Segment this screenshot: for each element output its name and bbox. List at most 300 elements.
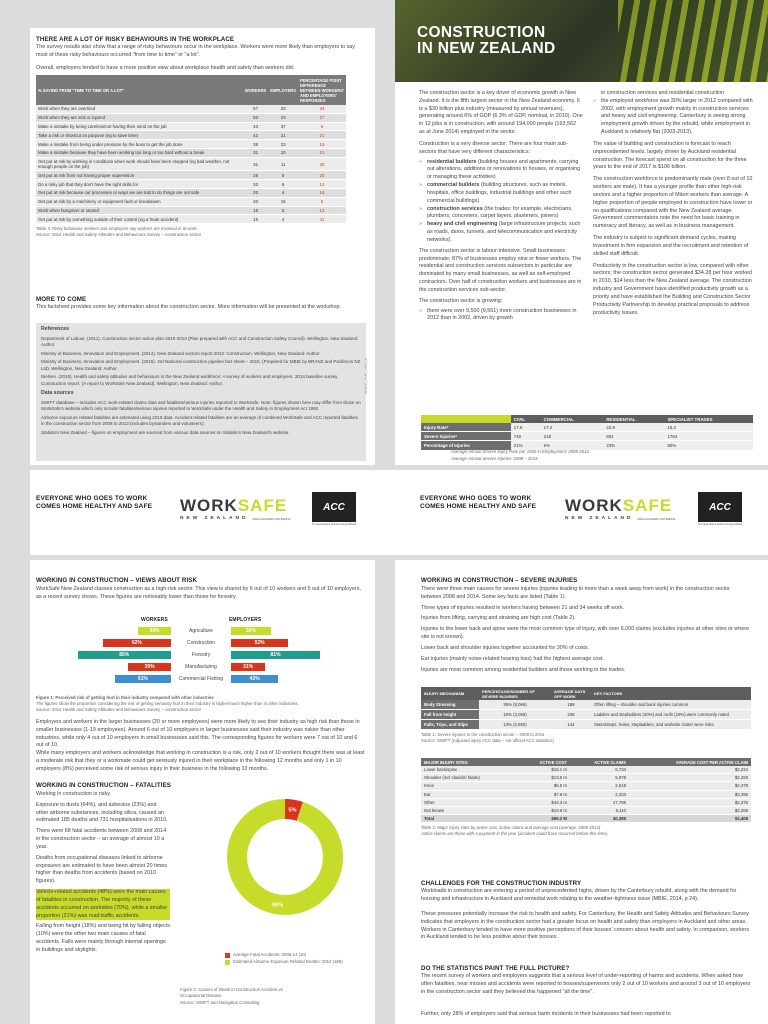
table-row bbox=[36, 215, 346, 224]
subsector-item bbox=[419, 159, 583, 182]
logo-band bbox=[30, 470, 768, 555]
table-cell: 22.9 bbox=[603, 423, 664, 432]
intro-para-1: The construction sector is a key driver of economic growth in New Zealand. It is the fifth largest sector in the New Zealand economy. It is a $30 billion plus industry (measured by annual revenues), generating around 6% of GDP (6.3% of GDP, nominal, in 2010). One in 12 jobs is in construction, with around 194,000 people (193,562 as at June 2014) employed in the sector. bbox=[419, 90, 583, 136]
table-cell: 2,618 bbox=[570, 782, 629, 790]
table-cell: Get put at risk by a machinery or equipment fault or breakdown bbox=[36, 197, 243, 206]
table-cell: $42.3 m bbox=[518, 798, 570, 806]
sites-col-site: MAJOR INJURY SITES bbox=[421, 758, 518, 766]
table-cell: 18 bbox=[243, 206, 268, 215]
acc-logo-text-2: ACC bbox=[709, 501, 731, 513]
intro-para-4: The construction sector is growing: bbox=[419, 297, 503, 304]
table-cell: $3,395 bbox=[629, 790, 751, 798]
table-cell: Lower back/spine bbox=[421, 766, 518, 774]
table-cell: 11 bbox=[268, 157, 298, 171]
bar-employers: 36% bbox=[231, 627, 271, 635]
category-label: Agriculture bbox=[189, 628, 213, 634]
acc-sub-text-2: Te Kaporeihana Āwhina Hunga Whara bbox=[698, 523, 743, 526]
table-cell: $7.9 m bbox=[518, 790, 570, 798]
table-cell: 18.2 bbox=[664, 423, 753, 432]
table-cell: $2,260 bbox=[629, 774, 751, 782]
table-cell: 27 bbox=[298, 113, 346, 122]
severe-para: Injuries from lifting, carrying and straining are high cost (Table 2). bbox=[421, 615, 576, 622]
fig1-caption: Figure 1: Perceived risk of getting hurt in their industry compared with other industries bbox=[36, 695, 214, 700]
table-row bbox=[421, 432, 753, 441]
title-line-1: CONSTRUCTION bbox=[417, 24, 546, 41]
challenges-para-1: Workloads in construction are entering a period of unprecedented highs, driven by the Canterbury rebuild, along with the demand for housing and infrastructure in Auckland and remedial work relating to the weather-tightness issue (MBIE, 2014, p 24). bbox=[421, 888, 737, 902]
title-line-2: IN NEW ZEALAND bbox=[417, 39, 556, 57]
table-cell: 5 bbox=[268, 206, 298, 215]
table-cell: Ladders and stepladders (40%) and roofs (18%) were commonly noted bbox=[591, 710, 751, 720]
injury-sites-table bbox=[421, 758, 751, 823]
hero-banner bbox=[395, 0, 768, 82]
subsector-desc: (the trades: for example, electricians, plumbers, concreters, carpet layers, plasterers, joiners) bbox=[427, 205, 573, 220]
table-cell: Stairs/steps, holes, stepladders, and worksite clutter were risks bbox=[591, 720, 751, 730]
table-row bbox=[36, 197, 346, 206]
risk-table-body bbox=[36, 105, 346, 224]
stats-heading: DO THE STATISTICS PAINT THE FULL PICTURE? bbox=[421, 965, 570, 972]
acc-sub-text: Te Kaporeihana Āwhina Hunga Whara bbox=[312, 523, 357, 526]
risk-intro-1: The survey results also show that a range of risky behaviours occur in the workplace. Workers were more likely than employers to say most of these risky behaviours occurred "from time to time" or "a lot". bbox=[36, 44, 355, 58]
injury-rate-table bbox=[421, 415, 753, 451]
table-cell: $2,288 bbox=[629, 806, 751, 814]
table-row bbox=[421, 766, 751, 774]
reference-item: Ministry of Business, Innovation and Employment. (2015). 3rd National construction pipeline fact sheet – 2015. (Prepared for MBIE by BRANZ and Pacifecon NZ Ltd). Wellington, New Zealand: Author. bbox=[41, 359, 361, 371]
table-row bbox=[36, 206, 346, 215]
intro-column-1 bbox=[419, 90, 583, 323]
document-code: WSNZ_1136_JAN 16 bbox=[364, 358, 368, 395]
table-cell: 37 bbox=[268, 122, 298, 131]
table-cell: Shoulder (incl clavicle/ blade) bbox=[421, 774, 518, 782]
table-cell: Body Stressing bbox=[421, 700, 479, 710]
risk-col-behaviour: % SAYING FROM "TIME TO TIME OR A LOT" bbox=[36, 75, 243, 105]
table-cell: 5 bbox=[298, 197, 346, 206]
fig2-caption: Figure 2: Causes of Death in Construction Accident vs Occupational Disease bbox=[180, 987, 283, 999]
references-list bbox=[41, 336, 361, 388]
worksafe-logo-right bbox=[565, 496, 676, 521]
table-cell: 6% bbox=[541, 441, 604, 450]
subsector-name: residential builders bbox=[427, 158, 477, 165]
sites-col-avg: AVERAGE COST PER ACTIVE CLAIM bbox=[629, 758, 751, 766]
legend-employers: EMPLOYERS bbox=[229, 617, 262, 623]
table-row bbox=[421, 798, 751, 806]
reference-item: Nielsen. (2015). Health and safety attitudes and behaviours in the New Zealand workforce: A survey of workers and employers. 2014 baseline survey. Construction report. (A report to WorkSafe New Zealand). Wellington, New Zealand: Author. bbox=[41, 374, 339, 386]
table-cell: 10 bbox=[268, 148, 298, 157]
table-cell: 21 bbox=[298, 148, 346, 157]
subsector-item bbox=[419, 206, 583, 222]
severe-para: Three types of injuries resulted in workers having between 21 and 34 weeks off work. bbox=[421, 604, 625, 611]
table-cell: 43 bbox=[243, 122, 268, 131]
table-row bbox=[421, 806, 751, 814]
table-cell: 20 bbox=[243, 197, 268, 206]
table-cell: 218 bbox=[541, 432, 604, 441]
more-text: This factsheet provides some key information about the construction sector. More information will be presented at the workshop. bbox=[36, 304, 342, 310]
legend-swatch-red bbox=[225, 953, 230, 958]
table-cell: 13 bbox=[298, 206, 346, 215]
injury-note-1: Average Annual Severe Injury Rate per 1000 in Employment: 2008-2014 bbox=[451, 449, 589, 454]
logo-nz-text: NEW ZEALAND bbox=[180, 516, 249, 521]
risk-table-caption: Table 4: Risky behaviour workers and employers say workers are involved in at work bbox=[36, 226, 197, 232]
table-row bbox=[36, 171, 346, 180]
subsector-name: commercial builders bbox=[427, 182, 480, 189]
table-cell: 5,978 bbox=[570, 774, 629, 782]
table-row bbox=[421, 720, 751, 730]
views-heading: WORKING IN CONSTRUCTION – VIEWS ABOUT RISK bbox=[36, 577, 198, 584]
growth-bullet: » there were over 9,500 (9,561) more construction businesses in 2012 than in 2002, driven by growth bbox=[419, 308, 583, 324]
table-row bbox=[421, 815, 751, 823]
table-cell: 57 bbox=[243, 105, 268, 113]
donut-legend-airborne bbox=[225, 959, 365, 965]
table-cell: Injury Rate* bbox=[421, 423, 511, 432]
mech-source: Source: SWIFT (Adjusted injury ACC data – not official ACC statistics) bbox=[421, 738, 554, 744]
fatalities-para: Working in construction is risky. bbox=[36, 791, 111, 797]
challenges-para-2: These pressures potentially increase the risk to health and safety. For Canterbury, the Health and Safety Attitudes and Behaviours Survey indicates that employers in the construction sector had a greater focus on health and safety than employers in Auckland and other areas. Workers in Canterbury tended to have more positive perceptions of their bosses' concern about health and safety. In comparison, workers in Auckland tended to be less positive about their bosses. bbox=[421, 911, 750, 941]
table-row bbox=[36, 189, 346, 198]
table-cell: 38 bbox=[243, 140, 268, 149]
table-cell: 1764 bbox=[664, 432, 753, 441]
injury-rate-body bbox=[421, 423, 753, 450]
acc-logo-text: ACC bbox=[323, 501, 345, 513]
table-cell: 17,799 bbox=[570, 798, 629, 806]
bar-employers: 31% bbox=[231, 663, 265, 671]
table-row bbox=[36, 180, 346, 189]
table-cell: 21% bbox=[511, 441, 541, 450]
table-row bbox=[421, 423, 753, 432]
table-row bbox=[421, 710, 751, 720]
table-cell: 20 bbox=[298, 171, 346, 180]
bar-employers: 52% bbox=[231, 639, 288, 647]
table-cell: 40,385 bbox=[570, 815, 629, 823]
risk-table-source: Source: 2014 Health and Safety Attitudes and Behaviours Survey – construction sector bbox=[36, 232, 202, 238]
subsector-item bbox=[419, 221, 583, 244]
table-cell: 50% bbox=[664, 441, 753, 450]
table-cell: 50 bbox=[243, 113, 268, 122]
inj-col-residential: RESIDENTIAL bbox=[603, 415, 664, 423]
fig1-note: The figures show the proportion considering the risk of getting seriously hurt in their industry is higher/much higher than in other industries. bbox=[36, 701, 299, 706]
table-cell: $2,479 bbox=[629, 782, 751, 790]
intro-column-2 bbox=[593, 90, 753, 317]
slogan-left: EVERYONE WHO GOES TO WORK COMES HOME HEALTHY AND SAFE bbox=[36, 495, 153, 510]
table-cell: Make a mistake from being under pressure by the boss to get the job done bbox=[36, 140, 243, 149]
table-row bbox=[36, 105, 346, 113]
table-cell: 34 bbox=[298, 105, 346, 113]
table-cell: 236 bbox=[551, 710, 591, 720]
mechanism-table-wrap bbox=[421, 687, 751, 744]
sites-col-claims: ACTIVE CLAIMS bbox=[570, 758, 629, 766]
table-cell: 6 bbox=[268, 180, 298, 189]
table-cell: $13.5 m bbox=[518, 774, 570, 782]
donut-svg bbox=[225, 797, 345, 917]
fatalities-para: There were 68 fatal accidents between 2008 and 2014 in the construction sector – an average of almost 10 a year. bbox=[36, 828, 167, 850]
bar-employers: 43% bbox=[231, 675, 278, 683]
bar-workers: 51% bbox=[115, 675, 171, 683]
risk-intro-2: Overall, employers tended to have a more positive view about workplace health and safety than workers did. bbox=[36, 65, 295, 71]
col2-para-1: The value of building and construction is forecast to reach unprecedented levels, largely driven by Auckland residential construction. The forecast spend on all construction for the three years to the end of 2017 is $106 billion. bbox=[593, 140, 747, 171]
severe-para: Injuries are most common among residential builders and those working in the trades. bbox=[421, 666, 626, 673]
table-cell: Get put at risk by working in conditions when work should have been stopped (eg bad weather, not enough people on the job) bbox=[36, 157, 243, 171]
fatalities-para: Exposure to dusts (64%), and asbestos (23%) and other airborne substances, including silica, caused an estimated 185 deaths and 731 hospitalisations in 2010. bbox=[36, 801, 168, 824]
source-item: SWIFT database – includes ACC work-related claims data and fatalities/serious injuries reported to WorkSafe. Note: figures shown here may differ from those on WorkSafe's website which only include fatalities/serious injuries reported to WorkSafe under the Health and Safety in Employment Act 1992. bbox=[41, 399, 361, 412]
risk-perception-chart bbox=[36, 617, 366, 687]
bar-employers: 81% bbox=[231, 651, 320, 659]
table-cell: Percentage of Injuries bbox=[421, 441, 511, 450]
sources-heading: Data sources bbox=[41, 390, 74, 397]
bar-workers: 85% bbox=[78, 651, 172, 659]
slogan-right: EVERYONE WHO GOES TO WORK COMES HOME HEALTHY AND SAFE bbox=[420, 495, 537, 510]
mech-col-mechanism: INJURY MECHANISM bbox=[421, 687, 479, 700]
table-cell: Falls, Trips, and Slips bbox=[421, 720, 479, 730]
sites-table-body bbox=[421, 766, 751, 823]
workforce-bullet: » the employed workforce was 30% larger in 2012 compared with 2002, with employment growth mainly in construction services and heavy and civil engineering. Canterbury is seeing strong employment growth driven by the rebuild, while employment in Auckland is relatively flat (2003-2013). bbox=[593, 98, 753, 137]
worksafe-logo-left bbox=[180, 496, 291, 521]
table-cell: 11 bbox=[298, 215, 346, 224]
table-cell: 31 bbox=[243, 148, 268, 157]
table-cell: $15.1 m bbox=[518, 766, 570, 774]
category-label: Construction bbox=[186, 640, 216, 646]
table-cell: $10.9 m bbox=[518, 806, 570, 814]
logo-sub-text: MAHI HAUMARU AOTEAROA bbox=[252, 516, 291, 521]
stats-para-2: Further, only 28% of employers said that serious harm incidents in their businesses had been reported to bbox=[421, 1011, 671, 1017]
table-row bbox=[36, 157, 346, 171]
mech-col-days: AVERAGE DAYS OFF WORK bbox=[551, 687, 591, 700]
risk-table-wrap bbox=[36, 75, 346, 238]
table-cell: 6,734 bbox=[570, 766, 629, 774]
logo-safe-text-2: SAFE bbox=[622, 496, 673, 515]
views-para-2: While many employers and workers acknowledge that working in construction is a risk, only 2 out of 10 workers thought there was at least a moderate risk that they or a workmate could get seriously injured in their workplace in the following 12 months and only 1 in 10 employers (8%) perceived some risk of serious injury in their business in the following 12 months. bbox=[36, 750, 365, 772]
table-cell: 15 bbox=[268, 197, 298, 206]
table-cell: Take a risk or shortcut on purpose (eg to save time) bbox=[36, 131, 243, 140]
inj-col-commercial: COMMERCIAL bbox=[541, 415, 604, 423]
table-cell: 23 bbox=[268, 113, 298, 122]
table-cell: 144 bbox=[551, 720, 591, 730]
severe-para: Ear injuries (mainly noise-related hearing loss) had the highest average cost. bbox=[421, 655, 605, 662]
category-label: Manufacturing bbox=[185, 664, 217, 670]
challenges-heading: CHALLENGES FOR THE CONSTRUCTION INDUSTRY bbox=[421, 880, 582, 887]
table-cell: 15 bbox=[243, 215, 268, 224]
logo-safe-text: SAFE bbox=[237, 496, 288, 515]
views-page bbox=[30, 560, 375, 1024]
table-cell: 23% bbox=[603, 441, 664, 450]
severe-para: There were three main causes for severe injuries (injuries leading to more than a week away from work) in the construction sector between 2008 and 2014. Some key facts are listed (Table 1). bbox=[421, 586, 730, 600]
reference-item: Department of Labour. (2011). Construction sector action plan 2010-2013 (Plan prepared with ACC and Construction Safety Council). Wellington, New Zealand: Author. bbox=[41, 335, 359, 348]
table-cell: 17.2 bbox=[541, 423, 604, 432]
bar-workers: 30% bbox=[138, 627, 171, 635]
inj-col-civil: CIVIL bbox=[511, 415, 541, 423]
legend-workers: WORKERS bbox=[141, 617, 168, 623]
logo-sub-text-2: MAHI HAUMARU AOTEAROA bbox=[637, 516, 676, 521]
bar-workers: 62% bbox=[103, 639, 171, 647]
sites-note: Active claims are those with a payment in the year (accident could have occurred before this time). bbox=[421, 831, 609, 837]
table-cell: Get put at risk from not having proper supervision bbox=[36, 171, 243, 180]
category-label: Commercial Fishing bbox=[178, 676, 224, 682]
table-cell: 23 bbox=[268, 105, 298, 113]
injury-mechanism-table bbox=[421, 687, 751, 730]
table-cell: $96.2 M bbox=[518, 815, 570, 823]
references-box bbox=[36, 323, 366, 461]
donut-legend-fatal-label: Average Fatal Accidents: 2008-14 (10) bbox=[233, 952, 307, 957]
table-cell: $2,224 bbox=[629, 766, 751, 774]
table-cell: Do a risky job that they don't have the right skills for bbox=[36, 180, 243, 189]
views-para-1: Employers and workers in the larger businesses (20 or more employees) were more likely to see their industry as high risk than those in smaller businesses (1-19 employees). Around 6 out of 10 employers in larger businesses said their industry was riskier than other industries, while only 4 out of 10 employers in small businesses said this. The corresponding figures for workers were 7 out of 10 and 6 out of 10. bbox=[36, 719, 360, 749]
severe-heading: WORKING IN CONSTRUCTION – SEVERE INJURIES bbox=[421, 577, 578, 584]
col2-para-3: The industry is subject to significant demand cycles, making investment in firm expansion and the recruitment and retention of skilled staff difficult. bbox=[593, 235, 749, 257]
table-cell: 14 bbox=[298, 180, 346, 189]
col2-para-2: The construction workforce is predominantly male (over 8 out of 10 workers are male). It has a younger profile than other high-risk sectors and a higher proportion of Māori workers than average. A higher proportion of people employed in construction have lower or no qualifications compared with the New Zealand average. Government commentators note the need for basic training in numeracy and literacy, as well as in business management. bbox=[593, 176, 753, 230]
table-cell: Work when they are sick or injured bbox=[36, 113, 243, 122]
donut-value-label: 5% bbox=[288, 807, 297, 814]
table-row bbox=[421, 700, 751, 710]
subsector-name: construction services bbox=[427, 205, 483, 212]
table-row bbox=[421, 790, 751, 798]
table-cell: 801 bbox=[603, 432, 664, 441]
table-cell: Fall from height bbox=[421, 710, 479, 720]
reference-item: Ministry of Business, Innovation and Employment. (2014). New Zealand sectors report 2013: Construction. Wellington, New Zealand: Author. bbox=[41, 350, 321, 356]
table-cell: 4 bbox=[268, 189, 298, 198]
table-cell: 5,110 bbox=[570, 806, 629, 814]
subsector-list bbox=[419, 159, 583, 245]
fatalities-para: Deaths from occupational diseases linked to airborne exposures are estimated to have been almost 20 times higher than deaths from accidents (based on 2010 figures). bbox=[36, 854, 167, 885]
views-intro: WorkSafe New Zealand classes construction as a high-risk sector. This view is shared by 6 out of 10 workers and 5 out of 10 employers, as a recent survey shows. These figures are noticeably lower than those for forestry. bbox=[36, 586, 361, 600]
table-cell: Get put at risk because our processes or ways we are told to do things are not safe bbox=[36, 189, 243, 198]
subsector-desc: (building structures, such as motels, hospitals, office buildings, industrial buildings and other such commercial buildings) bbox=[427, 182, 572, 204]
fatalities-para: Falling from height (18%) and being hit by falling objects (10%) were the other two main causes of fatal accidents. Falls were mainly through internal openings in buildings and skylights. bbox=[36, 923, 170, 953]
severe-para: Injuries to the lower back and spine were the most common type of injury, with over 6,000 claims (excludes injuries at other sites or where site is not known). bbox=[421, 626, 749, 641]
table-cell: 31 bbox=[243, 157, 268, 171]
bar-workers: 39% bbox=[128, 663, 171, 671]
table-cell: 13% (2,690) bbox=[479, 720, 551, 730]
table-cell: Make a mistake by being careless/not having their mind on the job bbox=[36, 122, 243, 131]
table-cell: 39% (8,066) bbox=[479, 700, 551, 710]
logo-work-text-2: WORK bbox=[565, 496, 623, 515]
category-label: Forestry bbox=[191, 652, 211, 658]
sites-table-wrap bbox=[421, 758, 751, 837]
table-cell: Make a mistake because they have been working too long or too hard without a break bbox=[36, 148, 243, 157]
table-row bbox=[36, 131, 346, 140]
subsector-item bbox=[419, 182, 583, 205]
injury-note-2: Average Annual Severe Injuries: 2008 – 2014 bbox=[451, 456, 538, 461]
table-cell: 188 bbox=[551, 700, 591, 710]
table-row bbox=[421, 774, 751, 782]
table-cell: 21 bbox=[268, 131, 298, 140]
table-cell: Total bbox=[421, 815, 518, 823]
inj-col-specialist: SPECIALIST TRADES bbox=[664, 415, 753, 423]
donut-legend bbox=[225, 952, 365, 965]
table-cell: 42 bbox=[243, 131, 268, 140]
references-heading: References bbox=[41, 326, 69, 332]
subsector-desc: (large infrastructure projects, such as roads, dams, tunnels, and telecommunication and electricity networks). bbox=[427, 221, 581, 243]
severe-para: Lower back and shoulder injuries together accounted for 30% of costs. bbox=[421, 644, 590, 651]
injury-rate-table-wrap bbox=[421, 415, 753, 451]
table-cell: 15% (3,055) bbox=[479, 710, 551, 720]
table-row bbox=[36, 122, 346, 131]
donut-chart bbox=[225, 797, 345, 917]
inj-col-blank bbox=[421, 415, 511, 423]
table-row bbox=[421, 782, 751, 790]
risk-col-workers: WORKERS bbox=[243, 75, 268, 105]
severe-paragraphs bbox=[421, 586, 751, 677]
table-cell: 2,333 bbox=[570, 790, 629, 798]
fatalities-text bbox=[36, 791, 170, 958]
col2-para-4: Productivity in the construction sector is low, compared with other sectors; the construction sector generated $34.28 per hour worked in 2010, $14 less than the New Zealand average. The construction industry and Government have identified productivity growth as a priority and have established the Building and Construction Sector Productivity Partnership to develop practical proposals to address productivity issues. bbox=[593, 262, 752, 316]
table-cell: Often lifting – shoulder and back injuries common bbox=[591, 700, 751, 710]
table-cell: Ear bbox=[421, 790, 518, 798]
intro-para-2: Construction is a very diverse sector. There are four main sub-sectors that have very different characteristics: bbox=[419, 140, 568, 155]
table-cell: Other bbox=[421, 798, 518, 806]
severe-page bbox=[395, 560, 768, 1024]
table-cell: 17.6 bbox=[511, 423, 541, 432]
risk-page bbox=[30, 28, 375, 465]
donut-value-label: 95% bbox=[271, 902, 283, 909]
table-cell: Work when they are overtired bbox=[36, 105, 243, 113]
more-heading: MORE TO COME bbox=[36, 296, 87, 303]
source-item: Statistics New Zealand – figures on employment are sourced from various data sources on Statistics New Zealand's website. bbox=[41, 429, 290, 435]
mech-caption: Table 1: Severe injuries in the construction sector – 2008 to 2014 bbox=[421, 732, 545, 737]
page-title bbox=[417, 25, 556, 56]
sources-list bbox=[41, 400, 361, 437]
donut-slice-airborne bbox=[237, 809, 333, 905]
col2-continued: in construction services and residential construction bbox=[601, 90, 725, 96]
table-cell: Not known bbox=[421, 806, 518, 814]
risk-col-difference: PERCENTAGE POINT DIFFERENCE BETWEEN WORKERS' AND EMPLOYERS' RESPONSES bbox=[298, 75, 346, 105]
table-cell: 5 bbox=[268, 171, 298, 180]
table-cell: 15 bbox=[298, 140, 346, 149]
table-cell: 25 bbox=[243, 171, 268, 180]
table-cell: 740 bbox=[511, 432, 541, 441]
acc-logo-right bbox=[698, 492, 758, 526]
table-cell: 6 bbox=[298, 122, 346, 131]
subsector-name: heavy and civil engineering bbox=[427, 221, 498, 228]
logo-nz-text-2: NEW ZEALAND bbox=[565, 516, 634, 521]
donut-legend-fatal bbox=[225, 952, 365, 958]
logo-work-text: WORK bbox=[180, 496, 238, 515]
risk-col-employers: EMPLOYERS bbox=[268, 75, 298, 105]
table-row bbox=[36, 113, 346, 122]
mechanism-table-body bbox=[421, 700, 751, 730]
sites-caption: Table 2: Major injury sites by active cost, active claims and average cost (average, 2009-2014) bbox=[421, 825, 601, 831]
table-row bbox=[36, 148, 346, 157]
table-cell: 21 bbox=[298, 131, 346, 140]
donut-legend-airborne-label: Estimated Airborne Exposure Related Deaths: 2010 (185) bbox=[233, 959, 343, 965]
stats-para-1: The recent survey of workers and employers suggests that a serious level of under-reporting of harms and accidents. When asked how often fatalities, near misses and accidents were reported to bosses/supervisors only 2 out of 10 workers and around 3 out of 10 employers in the construction sector said they believed this happened "all the time". bbox=[421, 973, 751, 995]
table-cell: Knee bbox=[421, 782, 518, 790]
legend-swatch-lime bbox=[225, 960, 230, 965]
sites-col-cost: ACTIVE COST bbox=[518, 758, 570, 766]
table-cell: 23 bbox=[268, 140, 298, 149]
hero-photo bbox=[618, 0, 768, 82]
risk-heading: THERE ARE A LOT OF RISKY BEHAVIOURS IN THE WORKPLACE bbox=[36, 36, 235, 43]
mech-col-factors: KEY FACTORS bbox=[591, 687, 751, 700]
table-cell: 20 bbox=[243, 180, 268, 189]
risk-behaviour-table bbox=[36, 75, 346, 224]
subsector-desc: (building houses and apartments, carrying out alterations, additions or renovations to houses, or organising or managing these activities) bbox=[427, 158, 581, 181]
fatalities-para: Vehicle-related accidents (48%) were the main causes of fatalities in construction. The majority of these accidents occurred on worksites (70%), while a smaller proportion (21%) was road traffic accidents. bbox=[36, 889, 170, 920]
acc-logo-left bbox=[312, 492, 372, 526]
table-cell: 20 bbox=[243, 189, 268, 198]
table-cell: Get put at risk by something outside of their control (eg a freak accident) bbox=[36, 215, 243, 224]
table-cell: 4 bbox=[268, 215, 298, 224]
table-row bbox=[36, 140, 346, 149]
table-cell: 20 bbox=[298, 157, 346, 171]
table-cell: Work when hungover or stoned bbox=[36, 206, 243, 215]
table-cell: $2,408 bbox=[629, 815, 751, 823]
intro-para-3: The construction sector is labour-intensive. Small businesses predominate; 87% of businesses employ nine or fewer workers. The residential and construction services subsectors in particular are dominated by many small businesses, as well as self-employed contractors. Over half of construction workers and businesses are in the construction services sub-sector. bbox=[419, 247, 582, 293]
fig1-source: Source: 2014 Health and Safety Attitudes and Behaviours Survey – construction sector bbox=[36, 707, 202, 712]
mech-col-percentage: PERCENTAGE/NUMBER OF SEVERE INJURIES bbox=[479, 687, 551, 700]
fig2-source: Source: SWIFT and Navigatus Consulting bbox=[180, 1000, 260, 1005]
table-cell: $2,375 bbox=[629, 798, 751, 806]
table-cell: 16 bbox=[298, 189, 346, 198]
fatal-heading: WORKING IN CONSTRUCTION – FATALITIES bbox=[36, 782, 172, 789]
table-cell: Severe Injuries* bbox=[421, 432, 511, 441]
